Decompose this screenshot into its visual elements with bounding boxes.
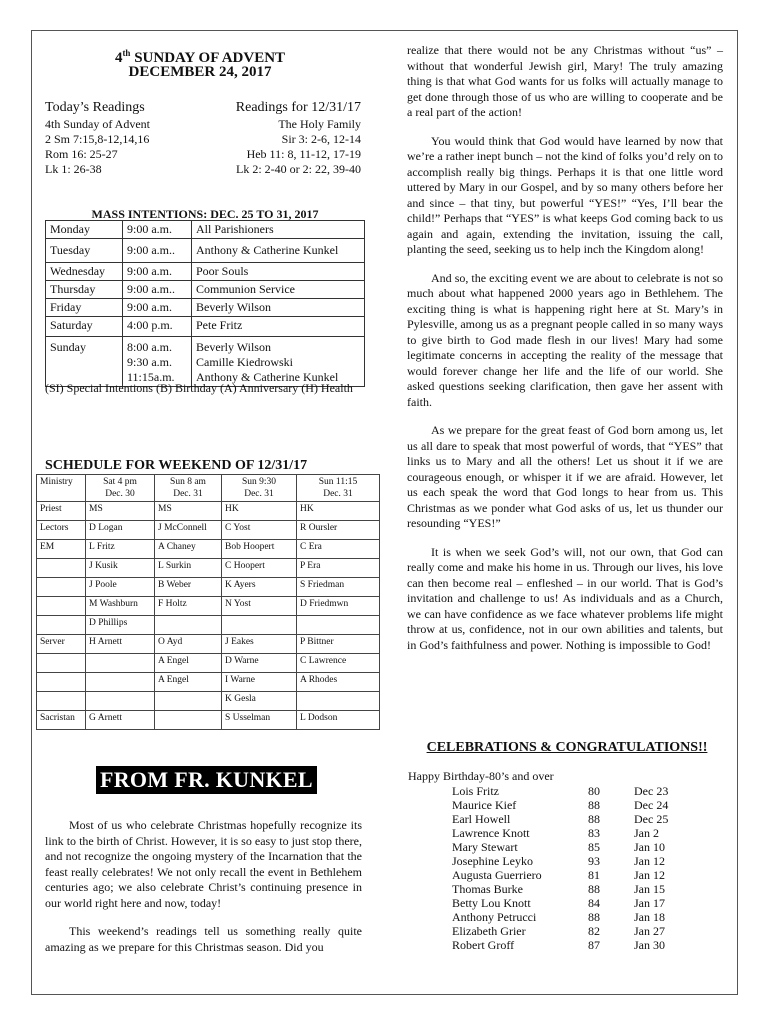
birthday-date: Dec 25 bbox=[634, 812, 669, 826]
table-row bbox=[37, 502, 380, 521]
table-cell: K Ayers bbox=[222, 578, 297, 597]
birthday-subheading: Happy Birthday-80’s and over bbox=[408, 769, 554, 783]
table-cell: H Arnett bbox=[86, 635, 155, 654]
table-cell: G Arnett bbox=[86, 711, 155, 730]
reading-line: Heb 11: 8, 11-12, 17-19 bbox=[246, 147, 361, 161]
table-cell: K Gesla bbox=[222, 692, 297, 711]
birthday-name: Lois Fritz bbox=[452, 784, 499, 798]
table-cell: B Weber bbox=[155, 578, 222, 597]
birthday-name: Betty Lou Knott bbox=[452, 896, 531, 910]
table-cell bbox=[86, 692, 155, 711]
paragraph: You would think that God would have learned by now that we’re a rather inept bunch – not the kind of folks you’d rely on to accomplish really big things. Perhaps it is that one little word uttered by Mary in our Gospel, and by so many others before her and since – that tiny, but powerful “YES!” “Yes, I’ll bear the child!” Perhaps that “YES” is what keeps God coming back to us again and again, extending the invitation, issuing the call, planting the seed, seeking us to help inch the Kingdom along! bbox=[407, 133, 723, 256]
table-row bbox=[37, 616, 380, 635]
birthday-date: Jan 27 bbox=[634, 924, 665, 938]
birthday-name: Josephine Leyko bbox=[452, 854, 533, 868]
list-item bbox=[452, 938, 694, 952]
paragraph: Most of us who celebrate Christmas hopefully recognize its link to the birth of Christ. However, it is so easy to just stop there, and not recognize the ongoing mystery of the Incarnation that the feast really celebrates! We not only recall the event in Bethlehem centuries ago; we also celebrate Christ’s continuing presence in our world right here and now, today! bbox=[45, 818, 362, 910]
birthday-date: Dec 23 bbox=[634, 784, 669, 798]
birthday-name: Mary Stewart bbox=[452, 840, 518, 854]
paragraph: And so, the exciting event we are about to celebrate is not so much about what happened 2000 years ago in Bethlehem. The exciting thing is what is happening right here at St. Mary’s in Pylesville, among us as a pregnant people called in so many ways to give birth to God made flesh in our lives! Mary had some legitimate concerns in accepting the reality of the message that would forever change her life and the life of our world. She asked questions seeking clarification, then gave her assent with faith. bbox=[407, 270, 723, 409]
list-item bbox=[452, 924, 694, 938]
birthday-date: Dec 24 bbox=[634, 798, 669, 812]
table-row bbox=[37, 559, 380, 578]
birthday-age: 80 bbox=[588, 784, 600, 798]
column-header: Ministry bbox=[37, 475, 86, 502]
birthday-name: Maurice Kief bbox=[452, 798, 517, 812]
table-row: Wednesday 9:00 a.m. Poor Souls bbox=[46, 263, 365, 281]
table-cell: D Friedmwn bbox=[297, 597, 380, 616]
list-item bbox=[452, 910, 694, 924]
birthday-name: Earl Howell bbox=[452, 812, 511, 826]
table-row: Monday 9:00 a.m. All Parishioners bbox=[46, 221, 365, 239]
birthday-age: 87 bbox=[588, 938, 600, 952]
birthday-age: 82 bbox=[588, 924, 600, 938]
list-item bbox=[452, 812, 694, 826]
list-item bbox=[452, 854, 694, 868]
paragraph: It is when we seek God’s will, not our own, that God can really come and make his home in us. Through our lives, his love can then become real – enfleshed – in our world. That is God’s invitation and challenge to us! As individuals and as a Church, we can have confidence as we face whatever problems life might throw at us, confidence, not in our own abilities and talents, but in God’s faithfulness and power. Nothing is impossible to God! bbox=[407, 544, 723, 652]
table-cell: Bob Hoopert bbox=[222, 540, 297, 559]
table-cell bbox=[297, 692, 380, 711]
birthday-name: Thomas Burke bbox=[452, 882, 523, 896]
table-cell: J Kusik bbox=[86, 559, 155, 578]
table-cell: I Warne bbox=[222, 673, 297, 692]
birthday-name: Augusta Guerriero bbox=[452, 868, 542, 882]
kunkel-heading: FROM FR. KUNKEL bbox=[96, 766, 317, 794]
table-cell: F Holtz bbox=[155, 597, 222, 616]
table-cell: M Washburn bbox=[86, 597, 155, 616]
column-header: Sun 11:15 Dec. 31 bbox=[297, 475, 380, 502]
table-cell bbox=[37, 616, 86, 635]
table-row: Saturday 4:00 p.m. Pete Fritz bbox=[46, 317, 365, 337]
todays-readings-heading: Today’s Readings bbox=[45, 100, 145, 115]
table-cell: L Dodson bbox=[297, 711, 380, 730]
table-cell: C Yost bbox=[222, 521, 297, 540]
page-title: 4th SUNDAY OF ADVENT bbox=[114, 48, 286, 66]
table-row bbox=[37, 578, 380, 597]
schedule-heading: SCHEDULE FOR WEEKEND OF 12/31/17 bbox=[45, 458, 308, 473]
table-cell: EM bbox=[37, 540, 86, 559]
table-cell: J McConnell bbox=[155, 521, 222, 540]
table-cell bbox=[37, 559, 86, 578]
birthday-name: Robert Groff bbox=[452, 938, 515, 952]
birthday-age: 88 bbox=[588, 812, 600, 826]
table-cell bbox=[155, 711, 222, 730]
table-row: Tuesday 9:00 a.m.. Anthony & Catherine Kunkel bbox=[46, 239, 365, 263]
reading-line: Sir 3: 2-6, 12-14 bbox=[281, 132, 361, 146]
birthday-date: Jan 12 bbox=[634, 868, 665, 882]
mass-intentions-table bbox=[45, 220, 365, 387]
birthday-name: Elizabeth Grier bbox=[452, 924, 526, 938]
table-cell bbox=[37, 673, 86, 692]
table-cell: P Bittner bbox=[297, 635, 380, 654]
table-cell bbox=[297, 616, 380, 635]
table-cell: A Chaney bbox=[155, 540, 222, 559]
table-cell: HK bbox=[297, 502, 380, 521]
column-header: Sat 4 pm Dec. 30 bbox=[86, 475, 155, 502]
paragraph: realize that there would not be any Christmas without “us” – without that wonderful Jewish girl, Mary! The truly amazing thing is that what God wants for us folks will actually manage to get done through those of us who are willing to cooperate and be a real part of the action! bbox=[407, 43, 723, 119]
celebrations-heading: CELEBRATIONS & CONGRATULATIONS!! bbox=[426, 740, 708, 755]
table-row bbox=[37, 540, 380, 559]
table-row bbox=[37, 521, 380, 540]
table-cell: J Poole bbox=[86, 578, 155, 597]
table-cell bbox=[37, 654, 86, 673]
mass-legend: (SI) Special Intentions (B) Birthday (A) Anniversary (H) Health bbox=[45, 381, 353, 395]
mass-intentions-heading: MASS INTENTIONS: DEC. 25 TO 31, 2017 bbox=[91, 207, 319, 221]
birthday-date: Jan 18 bbox=[634, 910, 665, 924]
table-cell: C Era bbox=[297, 540, 380, 559]
table-row bbox=[37, 597, 380, 616]
next-readings-list bbox=[200, 117, 361, 177]
table-cell: Lectors bbox=[37, 521, 86, 540]
table-cell: C Lawrence bbox=[297, 654, 380, 673]
reading-line: 4th Sunday of Advent bbox=[45, 117, 150, 131]
table-cell: O Ayd bbox=[155, 635, 222, 654]
table-cell: S Friedman bbox=[297, 578, 380, 597]
birthday-date: Jan 15 bbox=[634, 882, 665, 896]
table-cell bbox=[37, 692, 86, 711]
birthday-age: 93 bbox=[588, 854, 600, 868]
table-cell: HK bbox=[222, 502, 297, 521]
table-row bbox=[37, 673, 380, 692]
table-cell: A Rhodes bbox=[297, 673, 380, 692]
table-cell: MS bbox=[155, 502, 222, 521]
birthday-date: Jan 10 bbox=[634, 840, 665, 854]
table-cell: S Usselman bbox=[222, 711, 297, 730]
table-cell: J Eakes bbox=[222, 635, 297, 654]
table-cell: A Engel bbox=[155, 654, 222, 673]
table-cell bbox=[222, 616, 297, 635]
next-readings-heading: Readings for 12/31/17 bbox=[235, 100, 361, 115]
paragraph: As we prepare for the great feast of God born among us, let us all dare to speak that most powerful of words, that “YES” that links us to Mary and all the others! Let us shout it if we are courageous enough, or whisper it if we are afraid. However, let us each speak the word that God longs to hear from us. This Christmas as we ponder what God asks of us, let us thunder our resounding “YES!” bbox=[407, 423, 723, 530]
table-cell bbox=[86, 654, 155, 673]
paragraph: This weekend’s readings tell us something really quite amazing as we prepare for this Christmas season. Did you bbox=[45, 924, 362, 954]
birthday-table bbox=[452, 784, 694, 952]
birthday-age: 88 bbox=[588, 910, 600, 924]
birthday-age: 88 bbox=[588, 882, 600, 896]
birthday-age: 88 bbox=[588, 798, 600, 812]
table-cell: L Surkin bbox=[155, 559, 222, 578]
table-row: Sunday 8:00 a.m. 9:30 a.m. 11:15a.m. Beverly Wilson Camille Kiedrowski Anthony & Catherine Kunkel bbox=[46, 337, 365, 387]
table-cell: Server bbox=[37, 635, 86, 654]
table-cell bbox=[155, 616, 222, 635]
table-cell bbox=[86, 673, 155, 692]
birthday-age: 84 bbox=[588, 896, 600, 910]
table-row bbox=[37, 475, 380, 502]
reading-line: Rom 16: 25-27 bbox=[45, 147, 118, 161]
table-cell bbox=[155, 692, 222, 711]
list-item bbox=[452, 784, 694, 798]
table-cell: D Warne bbox=[222, 654, 297, 673]
kunkel-article bbox=[45, 818, 362, 968]
table-row: Friday 9:00 a.m. Beverly Wilson bbox=[46, 299, 365, 317]
table-cell: MS bbox=[86, 502, 155, 521]
table-row bbox=[37, 635, 380, 654]
birthday-date: Jan 17 bbox=[634, 896, 665, 910]
list-item bbox=[452, 840, 694, 854]
table-cell: Sacristan bbox=[37, 711, 86, 730]
article-continued bbox=[407, 43, 723, 666]
birthday-date: Jan 30 bbox=[634, 938, 665, 952]
column-header: Sun 9:30 Dec. 31 bbox=[222, 475, 297, 502]
table-cell bbox=[37, 597, 86, 616]
table-cell: A Engel bbox=[155, 673, 222, 692]
birthday-age: 83 bbox=[588, 826, 600, 840]
table-row bbox=[37, 692, 380, 711]
table-cell: C Hoopert bbox=[222, 559, 297, 578]
birthday-date: Jan 2 bbox=[634, 826, 659, 840]
table-cell: N Yost bbox=[222, 597, 297, 616]
table-row bbox=[37, 711, 380, 730]
list-item bbox=[452, 868, 694, 882]
table-cell: R Oursler bbox=[297, 521, 380, 540]
table-cell: D Phillips bbox=[86, 616, 155, 635]
reading-line: Lk 2: 2-40 or 2: 22, 39-40 bbox=[236, 162, 361, 176]
birthday-name: Lawrence Knott bbox=[452, 826, 530, 840]
list-item bbox=[452, 896, 694, 910]
schedule-table bbox=[36, 474, 380, 730]
reading-line: Lk 1: 26-38 bbox=[45, 162, 102, 176]
table-cell: L Fritz bbox=[86, 540, 155, 559]
reading-line: 2 Sm 7:15,8-12,14,16 bbox=[45, 132, 150, 146]
table-cell: Priest bbox=[37, 502, 86, 521]
list-item bbox=[452, 798, 694, 812]
page-date: DECEMBER 24, 2017 bbox=[128, 64, 272, 80]
birthday-date: Jan 12 bbox=[634, 854, 665, 868]
list-item bbox=[452, 826, 694, 840]
table-row bbox=[37, 654, 380, 673]
birthday-age: 85 bbox=[588, 840, 600, 854]
reading-line: The Holy Family bbox=[278, 117, 361, 131]
table-cell: P Era bbox=[297, 559, 380, 578]
table-row: Thursday 9:00 a.m.. Communion Service bbox=[46, 281, 365, 299]
birthday-age: 81 bbox=[588, 868, 600, 882]
table-cell bbox=[37, 578, 86, 597]
column-header: Sun 8 am Dec. 31 bbox=[155, 475, 222, 502]
birthday-name: Anthony Petrucci bbox=[452, 910, 537, 924]
list-item bbox=[452, 882, 694, 896]
table-cell: D Logan bbox=[86, 521, 155, 540]
